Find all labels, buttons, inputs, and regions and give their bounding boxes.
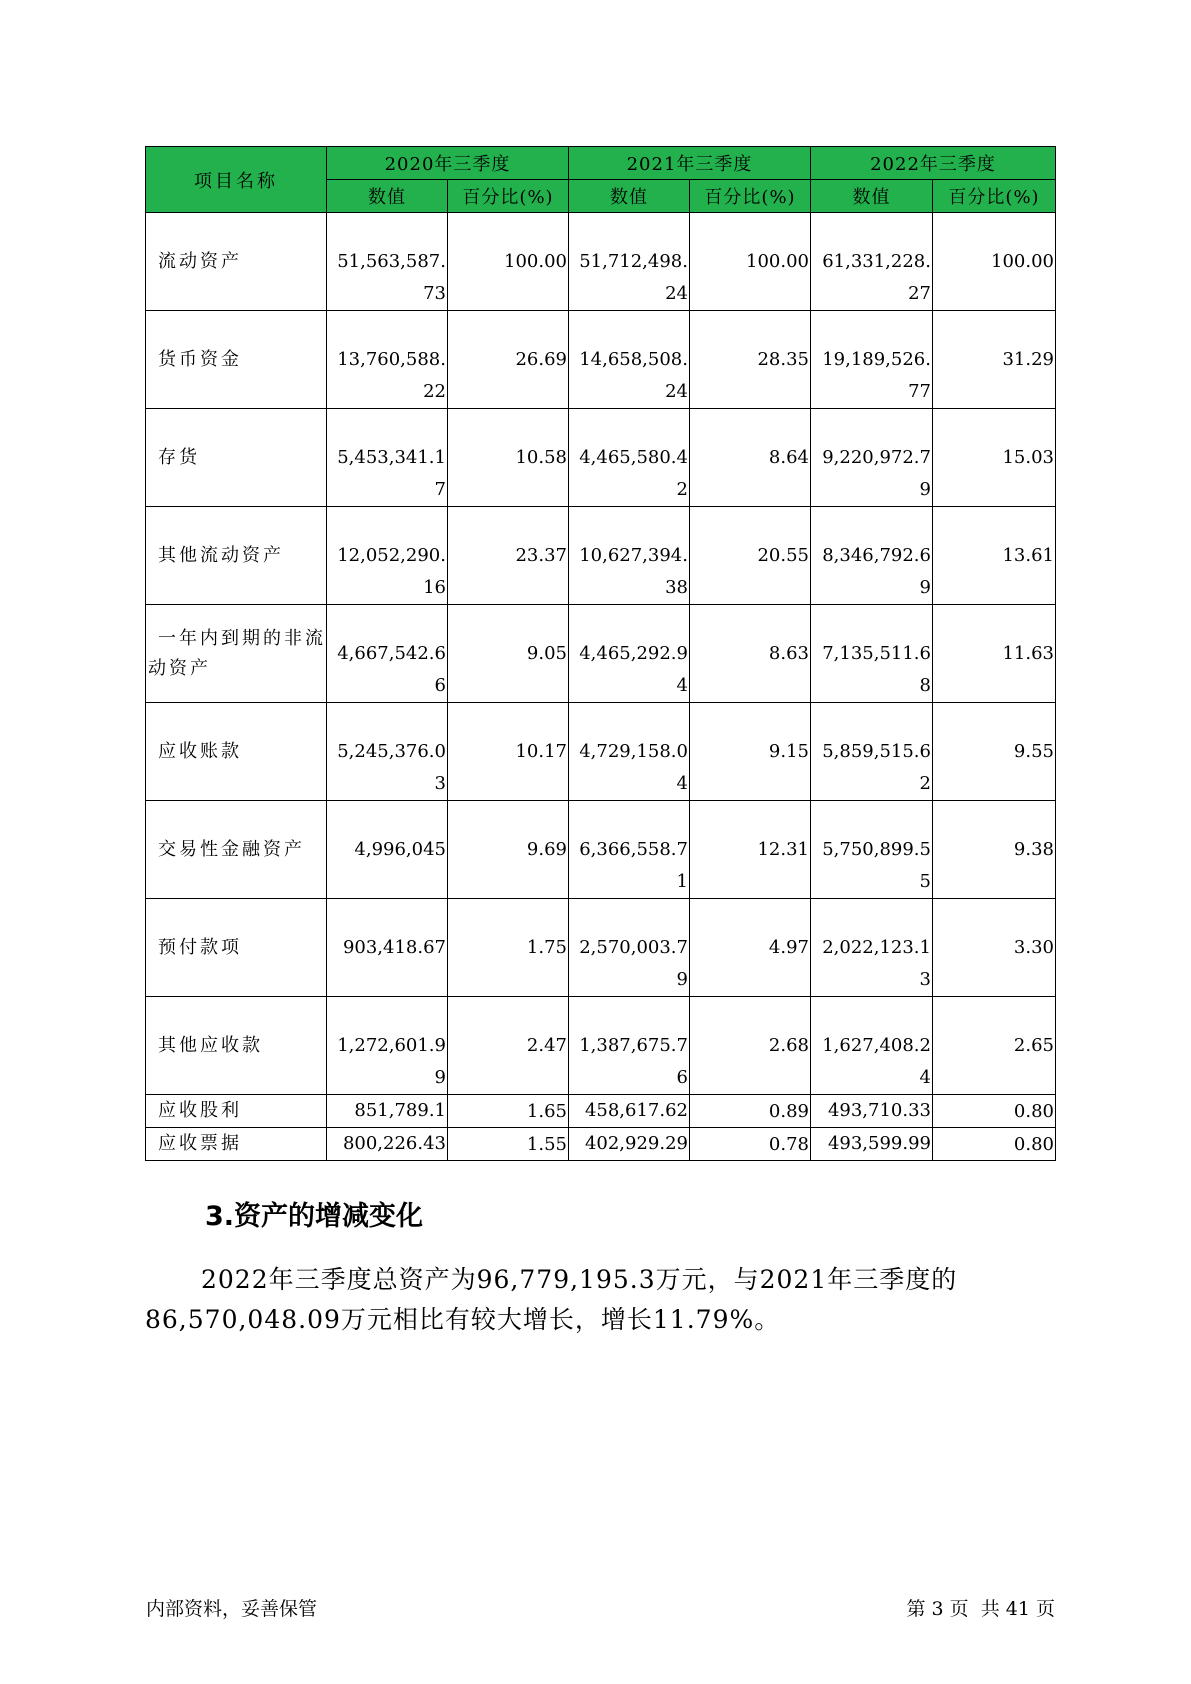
percent-2021: 28.35 <box>690 311 811 409</box>
value-2021: 4,465,292.94 <box>569 605 690 703</box>
value-2020: 5,453,341.17 <box>327 409 448 507</box>
percent-2020: 23.37 <box>448 507 569 605</box>
footer-confidential-note: 内部资料，妥善保管 <box>146 1598 318 1620</box>
footer-page-number: 第 3 页 共 41 页 <box>906 1598 1055 1620</box>
value-2021: 4,729,158.04 <box>569 703 690 801</box>
percent-2022: 3.30 <box>933 899 1056 997</box>
value-2021: 1,387,675.76 <box>569 997 690 1095</box>
value-2021: 14,658,508.24 <box>569 311 690 409</box>
percent-2021: 8.64 <box>690 409 811 507</box>
percent-2022: 0.80 <box>933 1128 1056 1161</box>
value-2021: 6,366,558.71 <box>569 801 690 899</box>
percent-2020: 1.65 <box>448 1095 569 1128</box>
value-2022: 19,189,526.77 <box>811 311 933 409</box>
row-name: 应收票据 <box>146 1128 327 1161</box>
percent-2022: 9.38 <box>933 801 1056 899</box>
percent-2020: 10.17 <box>448 703 569 801</box>
table-row <box>146 703 1056 801</box>
row-name: 其他流动资产 <box>146 507 327 605</box>
value-2021: 402,929.29 <box>569 1128 690 1161</box>
value-2020: 4,996,045 <box>327 801 448 899</box>
value-2022: 61,331,228.27 <box>811 213 933 311</box>
value-2022: 493,599.99 <box>811 1128 933 1161</box>
header-value-2022: 数值 <box>811 180 933 213</box>
percent-2022: 11.63 <box>933 605 1056 703</box>
header-value-2021: 数值 <box>569 180 690 213</box>
row-name: 预付款项 <box>146 899 327 997</box>
value-2020: 5,245,376.03 <box>327 703 448 801</box>
header-percent-2022: 百分比(%) <box>933 180 1056 213</box>
percent-2021: 0.78 <box>690 1128 811 1161</box>
value-2022: 493,710.33 <box>811 1095 933 1128</box>
table-row <box>146 1095 1056 1128</box>
percent-2022: 13.61 <box>933 507 1056 605</box>
table-row <box>146 409 1056 507</box>
percent-2020: 26.69 <box>448 311 569 409</box>
percent-2020: 2.47 <box>448 997 569 1095</box>
row-name: 流动资产 <box>146 213 327 311</box>
table-row <box>146 311 1056 409</box>
value-2020: 13,760,588.22 <box>327 311 448 409</box>
value-2021: 2,570,003.79 <box>569 899 690 997</box>
value-2021: 4,465,580.42 <box>569 409 690 507</box>
row-name: 货币资金 <box>146 311 327 409</box>
value-2022: 2,022,123.13 <box>811 899 933 997</box>
percent-2021: 2.68 <box>690 997 811 1095</box>
value-2020: 51,563,587.73 <box>327 213 448 311</box>
percent-2021: 100.00 <box>690 213 811 311</box>
header-value-2020: 数值 <box>327 180 448 213</box>
value-2022: 5,750,899.55 <box>811 801 933 899</box>
percent-2020: 9.69 <box>448 801 569 899</box>
percent-2022: 9.55 <box>933 703 1056 801</box>
table-row <box>146 1128 1056 1161</box>
value-2021: 51,712,498.24 <box>569 213 690 311</box>
table-row <box>146 801 1056 899</box>
value-2022: 5,859,515.62 <box>811 703 933 801</box>
percent-2021: 20.55 <box>690 507 811 605</box>
table-body <box>146 213 1056 1161</box>
value-2020: 4,667,542.66 <box>327 605 448 703</box>
row-name: 交易性金融资产 <box>146 801 327 899</box>
table-header <box>146 147 1056 213</box>
percent-2021: 0.89 <box>690 1095 811 1128</box>
row-name: 其他应收款 <box>146 997 327 1095</box>
body-paragraph: 2022年三季度总资产为96,779,195.3万元，与2021年三季度的86,570,048.09万元相比有较大增长，增长11.79%。 <box>145 1265 958 1334</box>
row-name: 存货 <box>146 409 327 507</box>
financial-table <box>145 146 1056 1161</box>
value-2022: 9,220,972.79 <box>811 409 933 507</box>
table-row <box>146 507 1056 605</box>
value-2020: 12,052,290.16 <box>327 507 448 605</box>
percent-2021: 8.63 <box>690 605 811 703</box>
table-row <box>146 899 1056 997</box>
header-year-2021: 2021年三季度 <box>569 147 811 180</box>
value-2021: 458,617.62 <box>569 1095 690 1128</box>
header-percent-2020: 百分比(%) <box>448 180 569 213</box>
table-row <box>146 213 1056 311</box>
header-year-2022: 2022年三季度 <box>811 147 1056 180</box>
row-name: 应收账款 <box>146 703 327 801</box>
percent-2021: 12.31 <box>690 801 811 899</box>
value-2020: 1,272,601.99 <box>327 997 448 1095</box>
percent-2021: 9.15 <box>690 703 811 801</box>
header-item-name: 项目名称 <box>146 147 327 213</box>
row-name: 一年内到期的非流动资产 <box>146 605 327 703</box>
percent-2020: 1.75 <box>448 899 569 997</box>
header-year-2020: 2020年三季度 <box>327 147 569 180</box>
percent-2020: 9.05 <box>448 605 569 703</box>
table-row <box>146 997 1056 1095</box>
value-2020: 800,226.43 <box>327 1128 448 1161</box>
percent-2021: 4.97 <box>690 899 811 997</box>
row-name: 应收股利 <box>146 1095 327 1128</box>
value-2021: 10,627,394.38 <box>569 507 690 605</box>
percent-2020: 1.55 <box>448 1128 569 1161</box>
value-2022: 1,627,408.24 <box>811 997 933 1095</box>
value-2020: 851,789.1 <box>327 1095 448 1128</box>
value-2022: 7,135,511.68 <box>811 605 933 703</box>
percent-2022: 0.80 <box>933 1095 1056 1128</box>
percent-2020: 100.00 <box>448 213 569 311</box>
value-2020: 903,418.67 <box>327 899 448 997</box>
percent-2022: 31.29 <box>933 311 1056 409</box>
percent-2020: 10.58 <box>448 409 569 507</box>
percent-2022: 2.65 <box>933 997 1056 1095</box>
table-row <box>146 605 1056 703</box>
section-heading: 3.资产的增减变化 <box>205 1201 424 1232</box>
header-percent-2021: 百分比(%) <box>690 180 811 213</box>
value-2022: 8,346,792.69 <box>811 507 933 605</box>
percent-2022: 100.00 <box>933 213 1056 311</box>
percent-2022: 15.03 <box>933 409 1056 507</box>
